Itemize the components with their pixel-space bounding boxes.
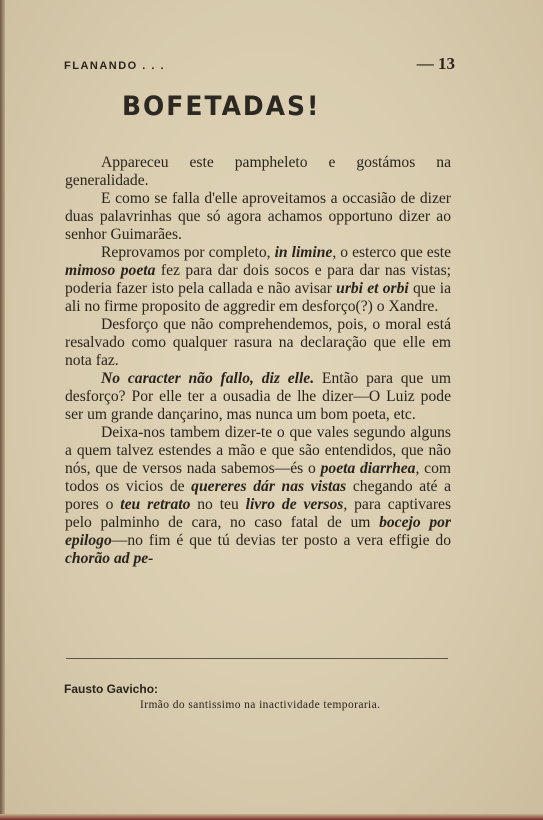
text-run: , para captivares pelo palminho de cara, no caso fatal de um (65, 496, 452, 531)
paragraph (65, 154, 451, 190)
italic-phrase: No caracter não fallo, diz elle. (101, 370, 315, 387)
page-header (64, 54, 455, 74)
text-run: Deixa-nos tambem dizer-te o que vales segundo alguns a quem talvez estendes a mão e que são entendidos, que não nós, que de versos nada sabemos—és o (65, 424, 451, 477)
article-title: BOFETADAS! (122, 90, 321, 122)
text-run: no teu (190, 496, 246, 513)
text-run: —no fim é que tú devias ter posto a vera effigie do (111, 532, 451, 549)
italic-phrase: in limine (274, 244, 333, 261)
italic-phrase: teu retrato (120, 496, 191, 513)
paragraph (65, 424, 451, 568)
running-head: FLANANDO . . . (64, 60, 166, 72)
text-run: Reprovamos por completo, (101, 244, 275, 261)
text-run: que ia ali no firme proposito de aggredir em desforço(?) o Xandre. (65, 280, 451, 315)
text-run: chegando até a pores o (65, 478, 452, 513)
text-run: fez para dar dois socos e para dar nas vistas; poderia fazer isto pela callada e não avisar (65, 262, 451, 297)
divider-rule (66, 658, 448, 659)
italic-phrase: poeta diarrhea (320, 460, 416, 477)
italic-phrase: mimoso poeta (65, 262, 156, 279)
article-body (65, 154, 451, 568)
text-run: Então para que um desforço? Por elle ter a ousadia de lhe dizer—O Luiz pode ser um grande dançarino, mas nunca um bom poeta, etc. (65, 370, 451, 423)
paragraph (65, 244, 451, 316)
text-run: Appareceu este pampheleto e gostámos na generalidade. (65, 154, 451, 189)
text-run: Desforço que não comprehendemos, pois, o moral está resalvado como qualquer rasura na declaração que elle em nota faz. (65, 316, 451, 369)
page-number: — 13 (416, 54, 455, 73)
italic-phrase: livro de versos (245, 496, 344, 513)
text-run: , o esterco que este (332, 244, 452, 261)
page-bottom-edge (0, 814, 543, 820)
page-binding-edge (0, 0, 5, 820)
paragraph (65, 316, 451, 370)
italic-phrase: bocejo por epilogo (65, 514, 451, 549)
author-name: Fausto Gavicho: (64, 682, 159, 696)
italic-phrase: quereres dár nas vistas (191, 478, 347, 495)
paragraph (65, 190, 451, 244)
text-run: E como se falla d'elle aproveitamos a occasião de dizer duas palavrinhas que só agora achamos opportuno dizer ao senhor Guimarães. (65, 190, 451, 243)
text-run: , com todos os vicios de (65, 460, 451, 495)
paragraph (65, 370, 451, 424)
italic-phrase: urbi et orbi (336, 280, 409, 297)
italic-phrase: chorão ad pe- (65, 550, 154, 567)
author-role: Irmão do santissimo na inactividade temporaria. (140, 699, 381, 711)
